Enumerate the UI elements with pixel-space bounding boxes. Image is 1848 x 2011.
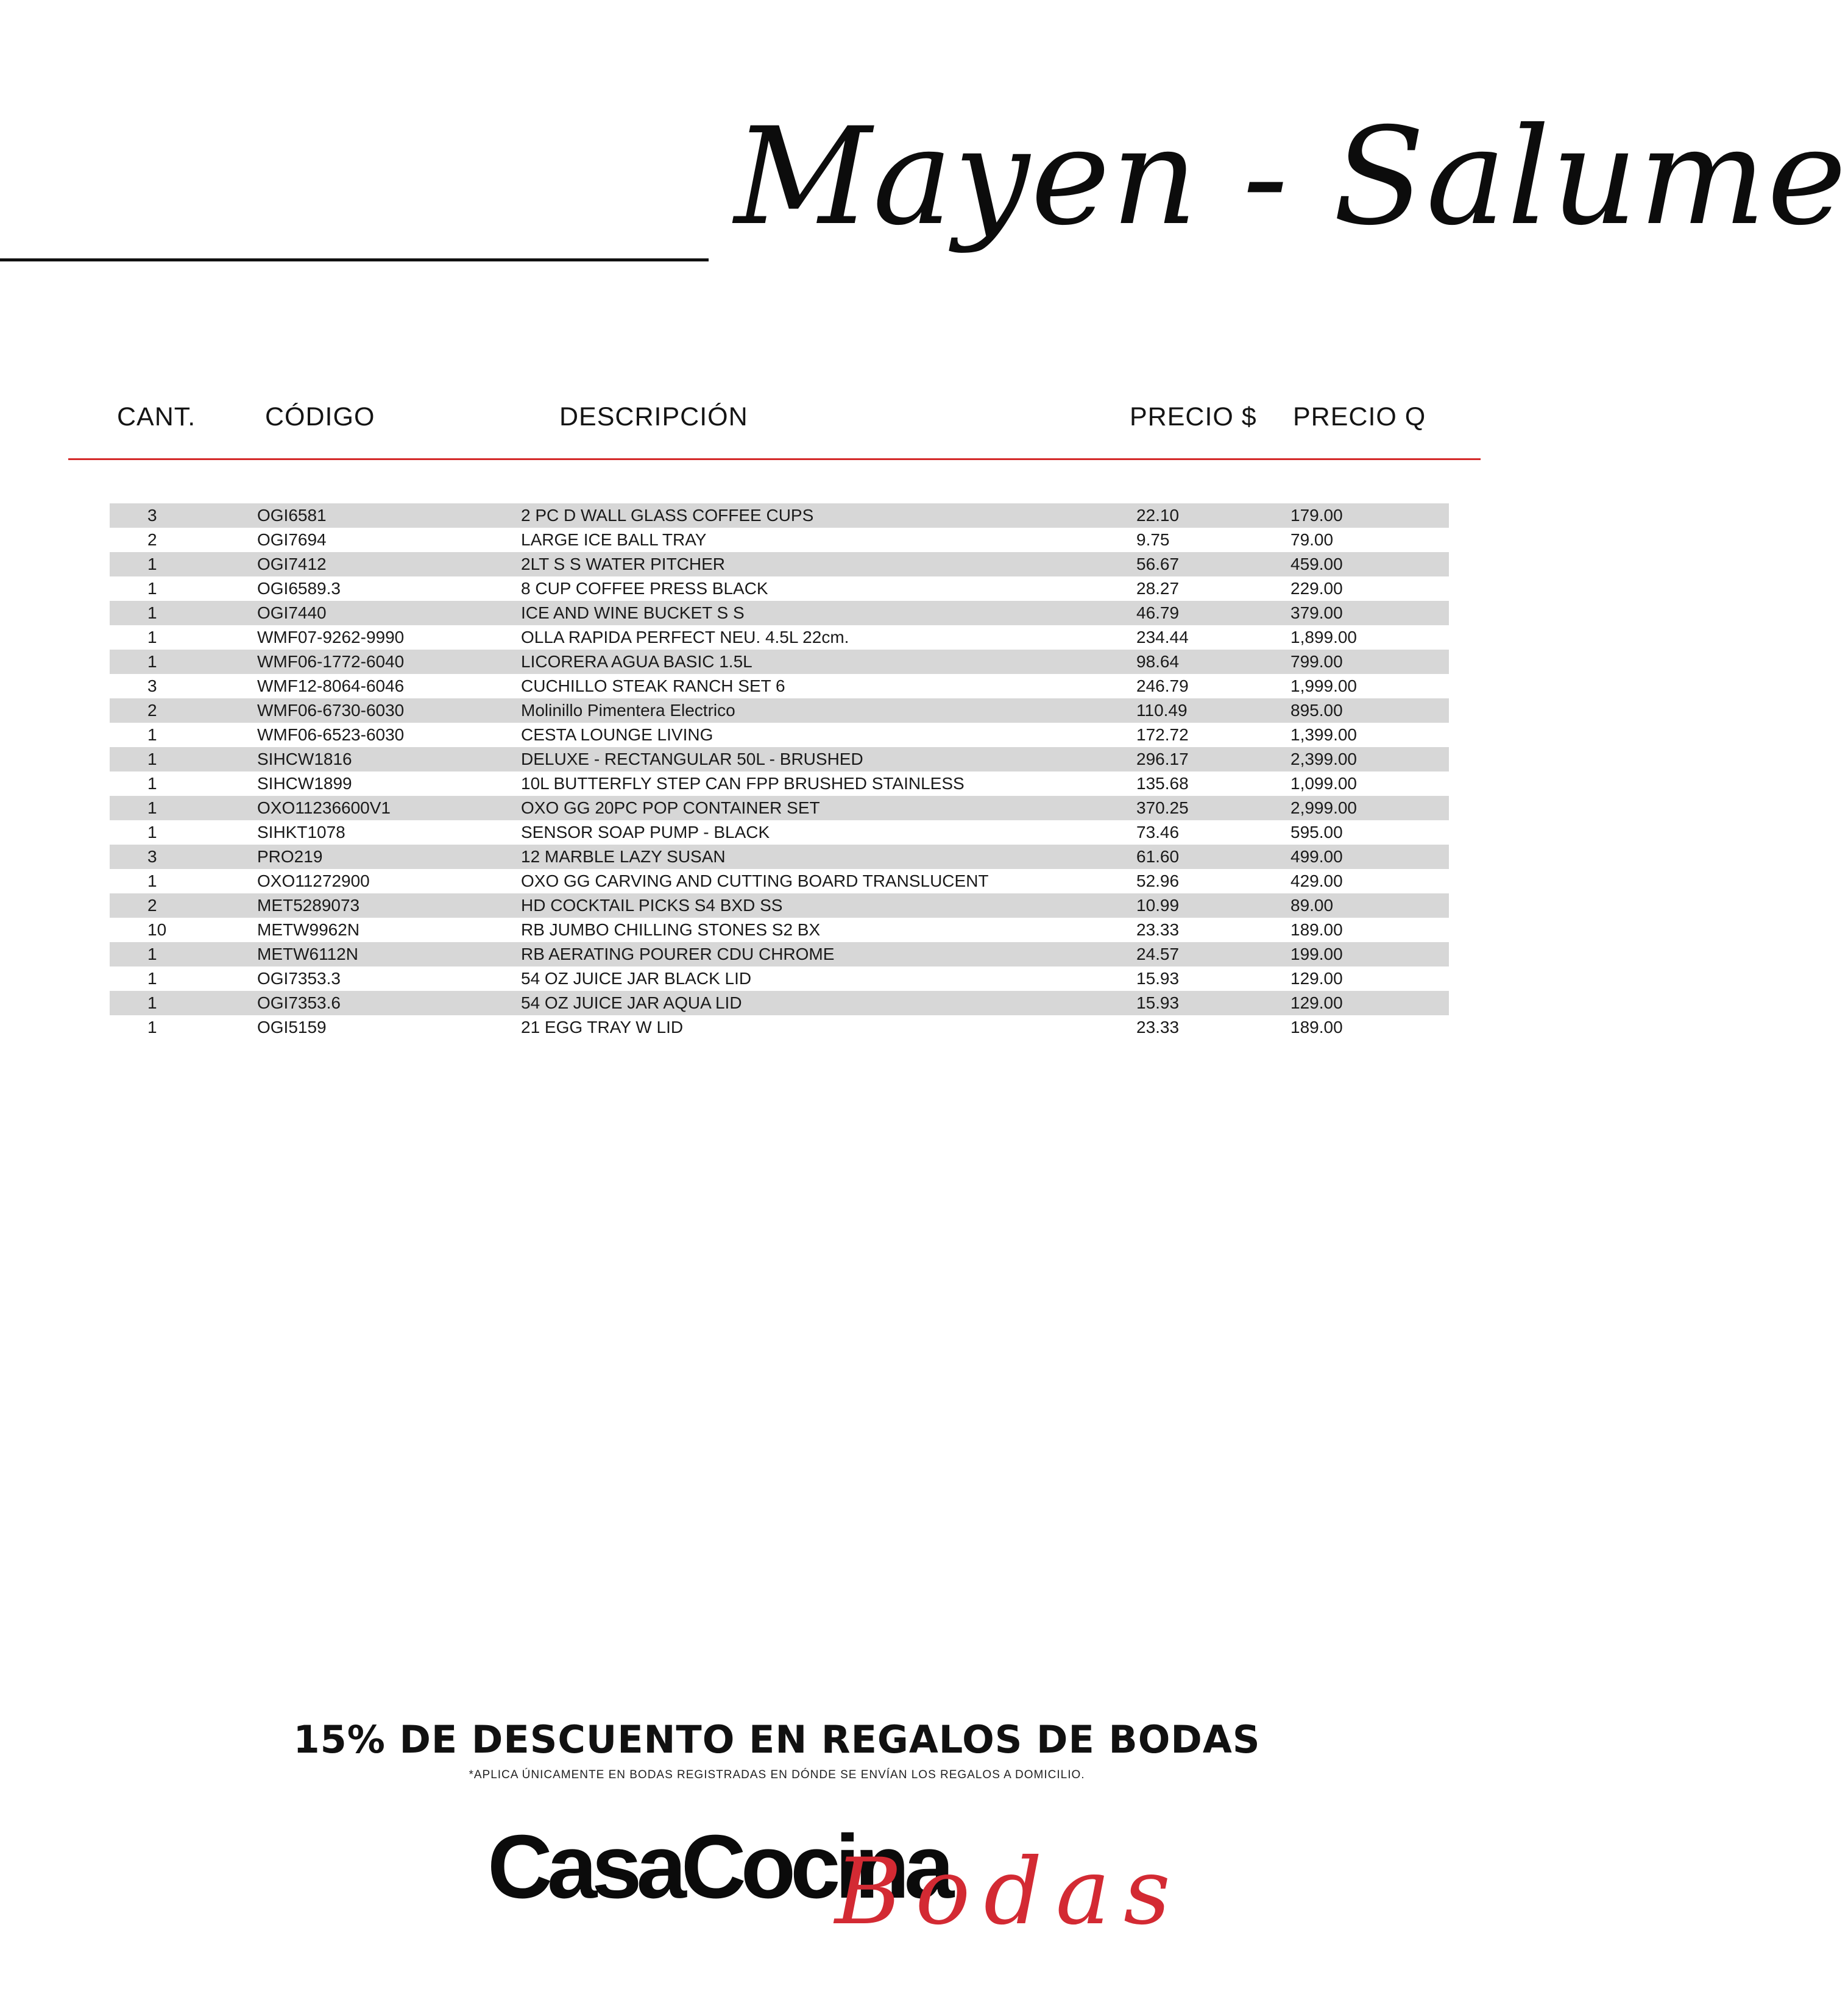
cell-qty: 2 — [147, 896, 157, 915]
cell-precio-gtq: 2,999.00 — [1290, 798, 1357, 817]
cell-qty: 1 — [147, 1018, 157, 1037]
cell-description: RB JUMBO CHILLING STONES S2 BX — [521, 920, 821, 939]
header-precio-gtq: PRECIO Q — [1293, 402, 1426, 431]
cell-qty: 1 — [147, 628, 157, 647]
brand-name: CasaCocina — [487, 1817, 949, 1917]
cell-precio-gtq: 229.00 — [1290, 579, 1343, 598]
cell-precio-usd: 98.64 — [1136, 652, 1180, 671]
cell-code: OGI7694 — [257, 530, 327, 549]
discount-note: *APLICA ÚNICAMENTE EN BODAS REGISTRADAS EN DÓNDE SE ENVÍAN LOS REGALOS A DOMICILIO. — [469, 1768, 1085, 1781]
cell-precio-usd: 9.75 — [1136, 530, 1170, 549]
cell-description: OLLA RAPIDA PERFECT NEU. 4.5L 22cm. — [521, 628, 849, 647]
cell-qty: 1 — [147, 579, 157, 598]
cell-precio-gtq: 1,399.00 — [1290, 725, 1357, 744]
table-row — [110, 991, 1449, 1015]
cell-code: WMF06-6730-6030 — [257, 701, 405, 720]
cell-code: OGI7440 — [257, 603, 327, 622]
cell-code: OXO11236600V1 — [257, 798, 391, 817]
cell-precio-usd: 296.17 — [1136, 750, 1189, 768]
cell-description: CESTA LOUNGE LIVING — [521, 725, 713, 744]
table-row — [110, 528, 1449, 552]
cell-precio-gtq: 129.00 — [1290, 969, 1343, 988]
cell-description: CUCHILLO STEAK RANCH SET 6 — [521, 676, 785, 695]
cell-qty: 1 — [147, 750, 157, 768]
cell-description: HD COCKTAIL PICKS S4 BXD SS — [521, 896, 783, 915]
cell-description: LARGE ICE BALL TRAY — [521, 530, 707, 549]
cell-code: WMF07-9262-9990 — [257, 628, 405, 647]
couple-name-title: Mayen - Salume — [734, 99, 1848, 255]
cell-description: 21 EGG TRAY W LID — [521, 1018, 684, 1037]
table-row — [110, 650, 1449, 674]
cell-precio-gtq: 89.00 — [1290, 896, 1334, 915]
cell-description: SENSOR SOAP PUMP - BLACK — [521, 823, 770, 842]
cell-precio-usd: 56.67 — [1136, 555, 1180, 573]
table-row — [110, 552, 1449, 576]
cell-description: OXO GG 20PC POP CONTAINER SET — [521, 798, 820, 817]
cell-description: 54 OZ JUICE JAR BLACK LID — [521, 969, 752, 988]
cell-code: OGI7353.6 — [257, 993, 341, 1012]
cell-code: OGI6589.3 — [257, 579, 341, 598]
header-codigo: CÓDIGO — [265, 402, 375, 431]
items-table — [110, 503, 1449, 1040]
table-row — [110, 918, 1449, 942]
table-row — [110, 796, 1449, 820]
cell-description: 8 CUP COFFEE PRESS BLACK — [521, 579, 768, 598]
table-row — [110, 820, 1449, 845]
cell-qty: 1 — [147, 945, 157, 963]
discount-title: 15% DE DESCUENTO EN REGALOS DE BODAS — [293, 1717, 1261, 1762]
cell-description: DELUXE - RECTANGULAR 50L - BRUSHED — [521, 750, 863, 768]
cell-code: OGI7353.3 — [257, 969, 341, 988]
cell-code: OXO11272900 — [257, 871, 370, 890]
cell-description: 54 OZ JUICE JAR AQUA LID — [521, 993, 742, 1012]
cell-qty: 3 — [147, 506, 157, 525]
cell-precio-gtq: 129.00 — [1290, 993, 1343, 1012]
cell-precio-gtq: 79.00 — [1290, 530, 1334, 549]
table-header — [67, 402, 1481, 445]
cell-precio-usd: 15.93 — [1136, 993, 1180, 1012]
table-row — [110, 1015, 1449, 1040]
cell-precio-gtq: 429.00 — [1290, 871, 1343, 890]
cell-description: OXO GG CARVING AND CUTTING BOARD TRANSLUCENT — [521, 871, 989, 890]
cell-precio-gtq: 179.00 — [1290, 506, 1343, 525]
cell-precio-usd: 135.68 — [1136, 774, 1189, 793]
cell-precio-usd: 15.93 — [1136, 969, 1180, 988]
cell-precio-gtq: 1,099.00 — [1290, 774, 1357, 793]
cell-description: LICORERA AGUA BASIC 1.5L — [521, 652, 752, 671]
table-row — [110, 674, 1449, 698]
cell-code: OGI6581 — [257, 506, 327, 525]
cell-description: 2LT S S WATER PITCHER — [521, 555, 726, 573]
cell-qty: 3 — [147, 847, 157, 866]
header-descripcion: DESCRIPCIÓN — [559, 402, 748, 431]
table-row — [110, 576, 1449, 601]
cell-qty: 1 — [147, 725, 157, 744]
cell-code: WMF06-1772-6040 — [257, 652, 405, 671]
cell-precio-gtq: 1,899.00 — [1290, 628, 1357, 647]
cell-precio-usd: 172.72 — [1136, 725, 1189, 744]
cell-qty: 2 — [147, 701, 157, 720]
cell-precio-gtq: 1,999.00 — [1290, 676, 1357, 695]
table-row — [110, 966, 1449, 991]
cell-code: OGI5159 — [257, 1018, 327, 1037]
cell-precio-usd: 246.79 — [1136, 676, 1189, 695]
cell-code: METW6112N — [257, 945, 358, 963]
cell-precio-usd: 73.46 — [1136, 823, 1180, 842]
table-row — [110, 747, 1449, 771]
cell-precio-gtq: 499.00 — [1290, 847, 1343, 866]
casacocina-bodas-logo — [487, 1804, 1184, 1962]
cell-code: SIHCW1899 — [257, 774, 352, 793]
table-row — [110, 845, 1449, 869]
header-precio-usd: PRECIO $ — [1130, 402, 1257, 431]
cell-precio-usd: 28.27 — [1136, 579, 1180, 598]
cell-precio-usd: 234.44 — [1136, 628, 1189, 647]
cell-precio-usd: 24.57 — [1136, 945, 1180, 963]
cell-code: SIHCW1816 — [257, 750, 352, 768]
cell-precio-usd: 23.33 — [1136, 920, 1180, 939]
cell-code: WMF06-6523-6030 — [257, 725, 405, 744]
cell-precio-gtq: 2,399.00 — [1290, 750, 1357, 768]
cell-description: 10L BUTTERFLY STEP CAN FPP BRUSHED STAINLESS — [521, 774, 965, 793]
cell-qty: 1 — [147, 871, 157, 890]
cell-precio-gtq: 379.00 — [1290, 603, 1343, 622]
cell-qty: 1 — [147, 774, 157, 793]
cell-qty: 1 — [147, 823, 157, 842]
table-row — [110, 503, 1449, 528]
cell-precio-usd: 61.60 — [1136, 847, 1180, 866]
cell-code: PRO219 — [257, 847, 323, 866]
cell-precio-usd: 10.99 — [1136, 896, 1180, 915]
cell-qty: 1 — [147, 993, 157, 1012]
cell-description: 2 PC D WALL GLASS COFFEE CUPS — [521, 506, 814, 525]
cell-precio-gtq: 895.00 — [1290, 701, 1343, 720]
cell-precio-usd: 52.96 — [1136, 871, 1180, 890]
cell-qty: 1 — [147, 969, 157, 988]
table-row — [110, 893, 1449, 918]
cell-code: METW9962N — [257, 920, 360, 939]
cell-qty: 1 — [147, 555, 157, 573]
cell-code: OGI7412 — [257, 555, 327, 573]
cell-qty: 10 — [147, 920, 167, 939]
cell-precio-gtq: 199.00 — [1290, 945, 1343, 963]
cell-precio-gtq: 189.00 — [1290, 920, 1343, 939]
cell-precio-usd: 370.25 — [1136, 798, 1189, 817]
cell-precio-usd: 46.79 — [1136, 603, 1180, 622]
cell-qty: 1 — [147, 798, 157, 817]
cell-precio-gtq: 799.00 — [1290, 652, 1343, 671]
header-divider — [68, 458, 1481, 460]
cell-precio-gtq: 459.00 — [1290, 555, 1343, 573]
table-row — [110, 942, 1449, 966]
table-row — [110, 723, 1449, 747]
cell-description: RB AERATING POURER CDU CHROME — [521, 945, 835, 963]
table-row — [110, 601, 1449, 625]
cell-description: Molinillo Pimentera Electrico — [521, 701, 735, 720]
brand-script: Bodas — [835, 1839, 1184, 1945]
cell-code: SIHKT1078 — [257, 823, 345, 842]
cell-precio-usd: 110.49 — [1136, 701, 1188, 720]
header-cant: CANT. — [117, 402, 196, 431]
table-row — [110, 771, 1449, 796]
header-rule — [0, 258, 709, 261]
cell-description: ICE AND WINE BUCKET S S — [521, 603, 745, 622]
cell-qty: 1 — [147, 652, 157, 671]
cell-precio-usd: 23.33 — [1136, 1018, 1180, 1037]
cell-qty: 1 — [147, 603, 157, 622]
cell-code: WMF12-8064-6046 — [257, 676, 405, 695]
cell-qty: 3 — [147, 676, 157, 695]
cell-qty: 2 — [147, 530, 157, 549]
cell-code: MET5289073 — [257, 896, 360, 915]
table-row — [110, 625, 1449, 650]
cell-precio-usd: 22.10 — [1136, 506, 1180, 525]
cell-description: 12 MARBLE LAZY SUSAN — [521, 847, 726, 866]
table-row — [110, 698, 1449, 723]
cell-precio-gtq: 595.00 — [1290, 823, 1343, 842]
table-row — [110, 869, 1449, 893]
cell-precio-gtq: 189.00 — [1290, 1018, 1343, 1037]
